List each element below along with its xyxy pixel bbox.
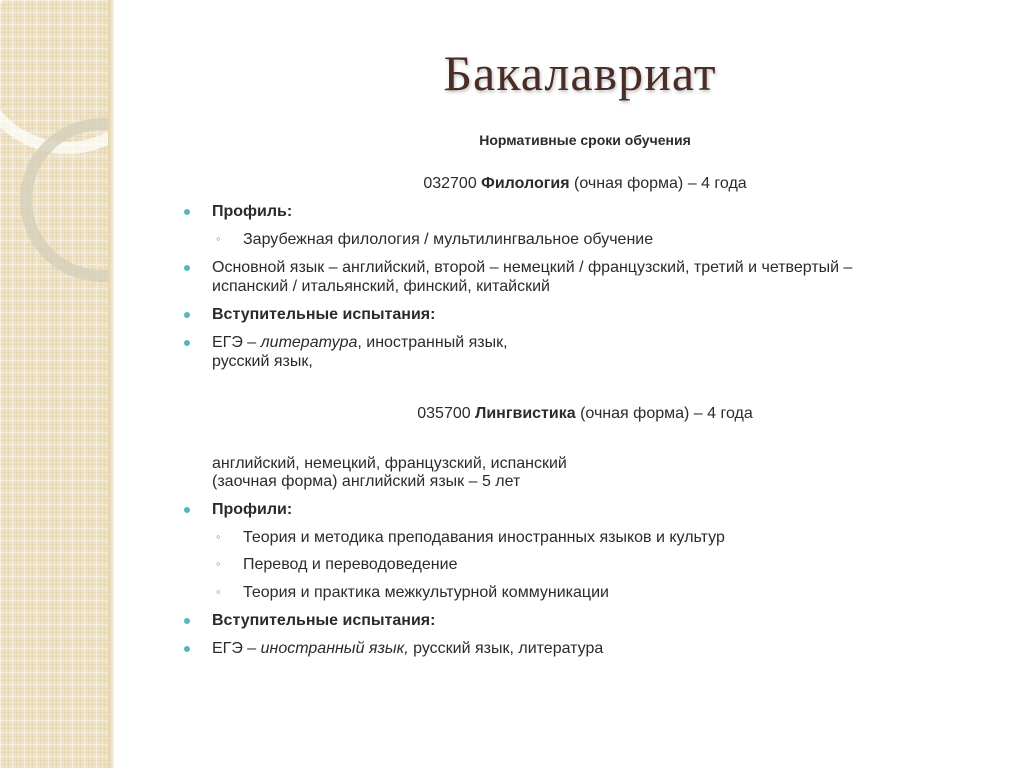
slide-subtitle: Нормативные сроки обучения	[479, 132, 691, 148]
bullet-icon	[184, 340, 190, 346]
bullet-icon	[184, 209, 190, 215]
slide-title: Бакалавриат	[443, 45, 717, 101]
section-duration: – 4 года	[693, 405, 753, 422]
sub-bullet-icon: ◦	[216, 556, 221, 571]
profile-item: Теория и методика преподавания иностранных языков и культур	[243, 529, 725, 546]
section-heading-philology	[0, 175, 1024, 193]
bullet-icon	[184, 312, 190, 318]
exams-rest: русский язык, литература	[408, 640, 604, 657]
bullet-icon	[184, 618, 190, 624]
profile-item: Перевод и переводоведение	[243, 556, 458, 573]
decorative-side-band	[0, 0, 108, 768]
section-duration: – 4 года	[687, 175, 747, 192]
section-form: (очная форма)	[580, 405, 690, 422]
section-code: 035700	[417, 405, 471, 422]
exams-subject: литература	[260, 334, 358, 351]
bullet-icon	[184, 646, 190, 652]
profile-label: Профиль:	[212, 203, 293, 220]
bullet-icon	[184, 507, 190, 513]
exams-prefix: ЕГЭ –	[212, 334, 257, 351]
sub-bullet-icon: ◦	[216, 584, 221, 599]
section-heading-linguistics	[0, 405, 1024, 423]
sub-bullet-icon: ◦	[216, 529, 221, 544]
bullet-icon	[184, 265, 190, 271]
band-edge	[108, 0, 114, 768]
languages-line: Основной язык – английский, второй – немецкий / французский, третий и четвертый –	[212, 259, 853, 276]
exams-subject: иностранный язык,	[260, 640, 409, 657]
profile-item: Зарубежная филология / мультилингвальное обучение	[243, 231, 654, 248]
exams-line	[212, 332, 508, 353]
profile-item: Теория и практика межкультурной коммуникации	[243, 584, 609, 601]
languages-text: английский, немецкий, французский, испанский	[212, 455, 567, 472]
exams-line	[212, 638, 603, 659]
exams-line-2: русский язык,	[212, 353, 313, 370]
exams-label: Вступительные испытания:	[212, 612, 436, 629]
section-form: (очная форма)	[574, 175, 684, 192]
exams-label: Вступительные испытания:	[212, 306, 436, 323]
correspondence-text: (заочная форма) английский язык – 5 лет	[212, 473, 521, 490]
section-code: 032700	[423, 175, 477, 192]
section-name: Лингвистика	[475, 405, 576, 422]
exams-prefix: ЕГЭ –	[212, 640, 257, 657]
section-name: Филология	[481, 175, 570, 192]
exams-rest: , иностранный язык,	[357, 334, 508, 351]
profiles-label: Профили:	[212, 501, 293, 518]
languages-line: испанский / итальянский, финский, китайский	[212, 278, 550, 295]
sub-bullet-icon: ◦	[216, 231, 221, 246]
